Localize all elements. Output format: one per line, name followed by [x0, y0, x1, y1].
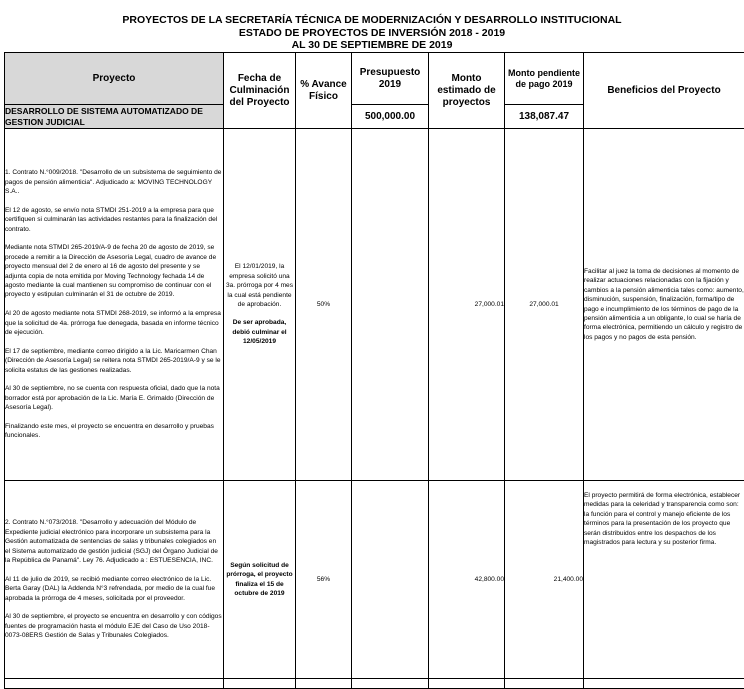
fecha-bold-note: Según solicitud de prórroga, el proyecto finaliza el 15 de octubre de 2019: [224, 561, 295, 599]
description-paragraph: 2. Contrato N.°073/2018. "Desarrollo y adecuación del Módulo de Expediente judicial electrónico para incorporare un subsistema para la Gestión automatizada de sentencias de salas y tribunales colegiados en el Sistema automatizado de gestión judicial (SGJ) del Órgano Judicial de la República de Panamá". Ley 76. Adjudicado a : ESTUESENCIA, INC.: [5, 518, 223, 565]
table-row: [5, 481, 744, 679]
project-fecha: [224, 481, 296, 679]
section-pendiente: 138,087.47: [505, 105, 584, 129]
report-date: AL 30 DE SEPTIEMBRE DE 2019: [0, 39, 744, 52]
section-name: DESARROLLO DE SISTEMA AUTOMATIZADO DE GESTION JUDICIAL: [5, 105, 224, 129]
fecha-note: El 12/01/2019, la empresa solicitó una 3a. prórroga por 4 mes la cual está pendiente de aprobación.: [224, 262, 295, 309]
description-paragraph: El 17 de septiembre, mediante correo dirigido a la Lic. Maricarmen Chan (Dirección de Asesoría Legal) se reitera nota STMDI 265-2019/A-9 y se le solicita estatus de las gestiones realizadas.: [5, 347, 223, 375]
header-avance: % Avance Físico: [296, 53, 352, 129]
header-monto-estimado: Monto estimado de proyectos: [429, 53, 505, 129]
project-estimado: 27,000.01: [429, 129, 505, 481]
projects-table: [4, 52, 744, 689]
section-presupuesto: 500,000.00: [352, 105, 429, 129]
description-paragraph: Al 30 de septiembre, no se cuenta con respuesta oficial, dado que la nota borrador está por aprobación de la Lic. María E. Grimaldo (Dirección de Asesoría Legal).: [5, 384, 223, 412]
description-paragraph: Al 30 de septiembre, el proyecto se encuentra en desarrollo y con códigos fuentes de programación hasta el módulo EJE del Caso de Uso 2018-0073-08ERS Gestión de Salas y Tribunales Colegiados.: [5, 612, 223, 640]
project-beneficios: Facilitar al juez la toma de decisiones al momento de realizar actuaciones relacionadas con la fijación y cambios a la pensión alimenticia tales como: aumento, disminución, suspensión, finalización, forma/tipo de pago e incumplimiento de los términos de pago de la pensión alimenticia a un obligante, lo cual se haría de forma electrónica, permitiendo un cálculo y registro de los pagos y no pagos de esta pensión.: [584, 129, 744, 481]
report-subtitle: ESTADO DE PROYECTOS DE INVERSIÓN 2018 - 2019: [0, 27, 744, 40]
project-estimado: 42,800.00: [429, 481, 505, 679]
description-paragraph: El 12 de agosto, se envío nota STMDI 251-2019 a la empresa para que certifiquen si culminarán las actividades restantes para la finalización del contrato.: [5, 206, 223, 234]
table-row: [5, 129, 744, 481]
report-titles: [0, 14, 744, 52]
header-presupuesto: Presupuesto 2019: [352, 53, 429, 105]
project-description: [5, 481, 224, 679]
description-paragraph: Finalizando este mes, el proyecto se encuentra en desarrollo y pruebas funcionales.: [5, 422, 223, 441]
header-fecha: Fecha de Culminación del Proyecto: [224, 53, 296, 129]
header-monto-pendiente: Monto pendiente de pago 2019: [505, 53, 584, 105]
project-pendiente: 27,000.01: [505, 129, 584, 481]
project-avance: 56%: [296, 481, 352, 679]
report-title: PROYECTOS DE LA SECRETARÍA TÉCNICA DE MODERNIZACIÓN Y DESARROLLO INSTITUCIONAL: [0, 14, 744, 27]
project-description: [5, 129, 224, 481]
project-fecha: [224, 129, 296, 481]
project-presupuesto: [352, 129, 429, 481]
description-paragraph: Al 11 de julio de 2019, se recibió mediante correo electrónico de la Lic. Berta Garay (DAL) la Addenda N°3 refrendada, por medio de la cual fue aprobada la prórroga de 4 meses, solicitada por el proveedor.: [5, 575, 223, 603]
project-avance: 50%: [296, 129, 352, 481]
header-proyecto: Proyecto: [5, 53, 224, 105]
project-presupuesto: [352, 481, 429, 679]
fecha-bold-note: De ser aprobada, debió culminar el 12/05/2019: [224, 318, 295, 346]
description-paragraph: 1. Contrato N.°009/2018. "Desarrollo de un subsistema de seguimiento de pagos de pensión alimenticia". Adjudicado a: MOVING TECHNOLOGY S.A..: [5, 168, 223, 196]
header-beneficios: Beneficios del Proyecto: [584, 53, 744, 129]
header-row: [5, 53, 744, 105]
project-pendiente: 21,400.00: [505, 481, 584, 679]
description-paragraph: Al 20 de agosto mediante nota STMDI 268-2019, se informó a la empresa que la solicitud de 4a. prórroga fue denegada, basada en informe técnico de ejecución.: [5, 309, 223, 337]
description-paragraph: Mediante nota STMDI 265-2019/A-9 de fecha 20 de agosto de 2019, se procede a remitir a la Dirección de Asesoría Legal, cuadro de avance de proyecto mensual del 2 de enero al 16 de agosto del presente y se adjunta copia de nota emitida por Moving Technology fechada 14 de agosto mediante la cual mantienen su compromiso de continuar con el proyecto y estipulan culminarán el 31 de octubre de 2019.: [5, 243, 223, 299]
table-row: [5, 679, 744, 689]
project-beneficios: El proyecto permitirá de forma electrónica, establecer medidas para la celeridad y transparencia como son: la función para el control y manejo eficiente de los términos para la presentación de los proyecto que serán distribuidos entre los despachos de los magistrados para lectura y su posterior firma.: [584, 481, 744, 679]
